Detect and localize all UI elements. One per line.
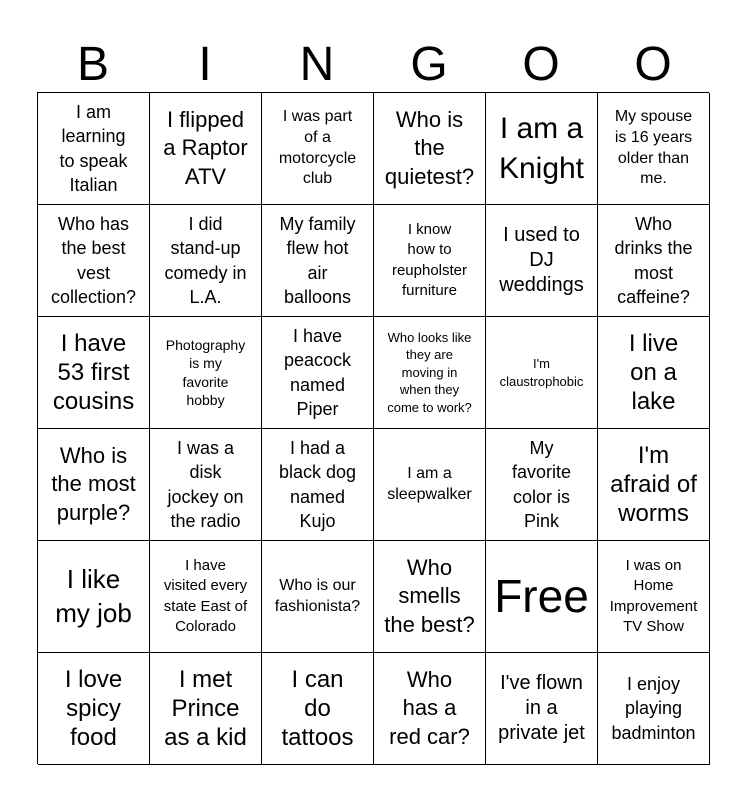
bingo-cell[interactable]: I am a Knight [486, 93, 598, 205]
header-letter-o: O [522, 38, 560, 91]
bingo-cell[interactable]: Photography is my favorite hobby [150, 317, 262, 429]
bingo-cell[interactable]: I'm afraid of worms [598, 429, 710, 541]
bingo-cell[interactable]: My spouse is 16 years older than me. [598, 93, 710, 205]
bingo-cell[interactable]: I like my job [38, 541, 150, 653]
bingo-header [37, 38, 709, 92]
bingo-cell[interactable]: I have peacock named Piper [262, 317, 374, 429]
bingo-cell[interactable]: Who has a red car? [374, 653, 486, 765]
bingo-cell[interactable]: Who is the quietest? [374, 93, 486, 205]
bingo-cell[interactable]: Who is the most purple? [38, 429, 150, 541]
bingo-cell[interactable]: I did stand-up comedy in L.A. [150, 205, 262, 317]
free-space[interactable]: Free [486, 541, 598, 653]
bingo-cell[interactable]: My favorite color is Pink [486, 429, 598, 541]
bingo-cell[interactable]: I had a black dog named Kujo [262, 429, 374, 541]
bingo-cell[interactable]: Who drinks the most caffeine? [598, 205, 710, 317]
bingo-board [37, 92, 709, 764]
header-letter-o-2: O [634, 38, 672, 91]
bingo-cell[interactable]: I met Prince as a kid [150, 653, 262, 765]
bingo-cell[interactable]: I can do tattoos [262, 653, 374, 765]
bingo-cell[interactable]: I flipped a Raptor ATV [150, 93, 262, 205]
bingo-cell[interactable]: I'm claustrophobic [486, 317, 598, 429]
bingo-cell[interactable]: I am learning to speak Italian [38, 93, 150, 205]
header-letter-g: G [410, 38, 448, 91]
bingo-cell[interactable]: I've flown in a private jet [486, 653, 598, 765]
bingo-cell[interactable]: I live on a lake [598, 317, 710, 429]
bingo-cell[interactable]: I used to DJ weddings [486, 205, 598, 317]
bingo-cell[interactable]: I was a disk jockey on the radio [150, 429, 262, 541]
bingo-cell[interactable]: Who smells the best? [374, 541, 486, 653]
header-letter-n: N [299, 38, 335, 91]
bingo-cell[interactable]: I love spicy food [38, 653, 150, 765]
bingo-cell[interactable]: Who has the best vest collection? [38, 205, 150, 317]
bingo-cell[interactable]: I know how to reupholster furniture [374, 205, 486, 317]
bingo-cell[interactable]: Who looks like they are moving in when they come to work? [374, 317, 486, 429]
bingo-cell[interactable]: I was part of a motorcycle club [262, 93, 374, 205]
bingo-cell[interactable]: I have 53 first cousins [38, 317, 150, 429]
header-letter-b: B [76, 38, 109, 91]
bingo-cell[interactable]: I am a sleepwalker [374, 429, 486, 541]
bingo-cell[interactable]: I was on Home Improvement TV Show [598, 541, 710, 653]
bingo-cell[interactable]: My family flew hot air balloons [262, 205, 374, 317]
bingo-cell[interactable]: I have visited every state East of Colorado [150, 541, 262, 653]
bingo-cell[interactable]: Who is our fashionista? [262, 541, 374, 653]
header-letter-i: I [198, 38, 212, 91]
bingo-cell[interactable]: I enjoy playing badminton [598, 653, 710, 765]
